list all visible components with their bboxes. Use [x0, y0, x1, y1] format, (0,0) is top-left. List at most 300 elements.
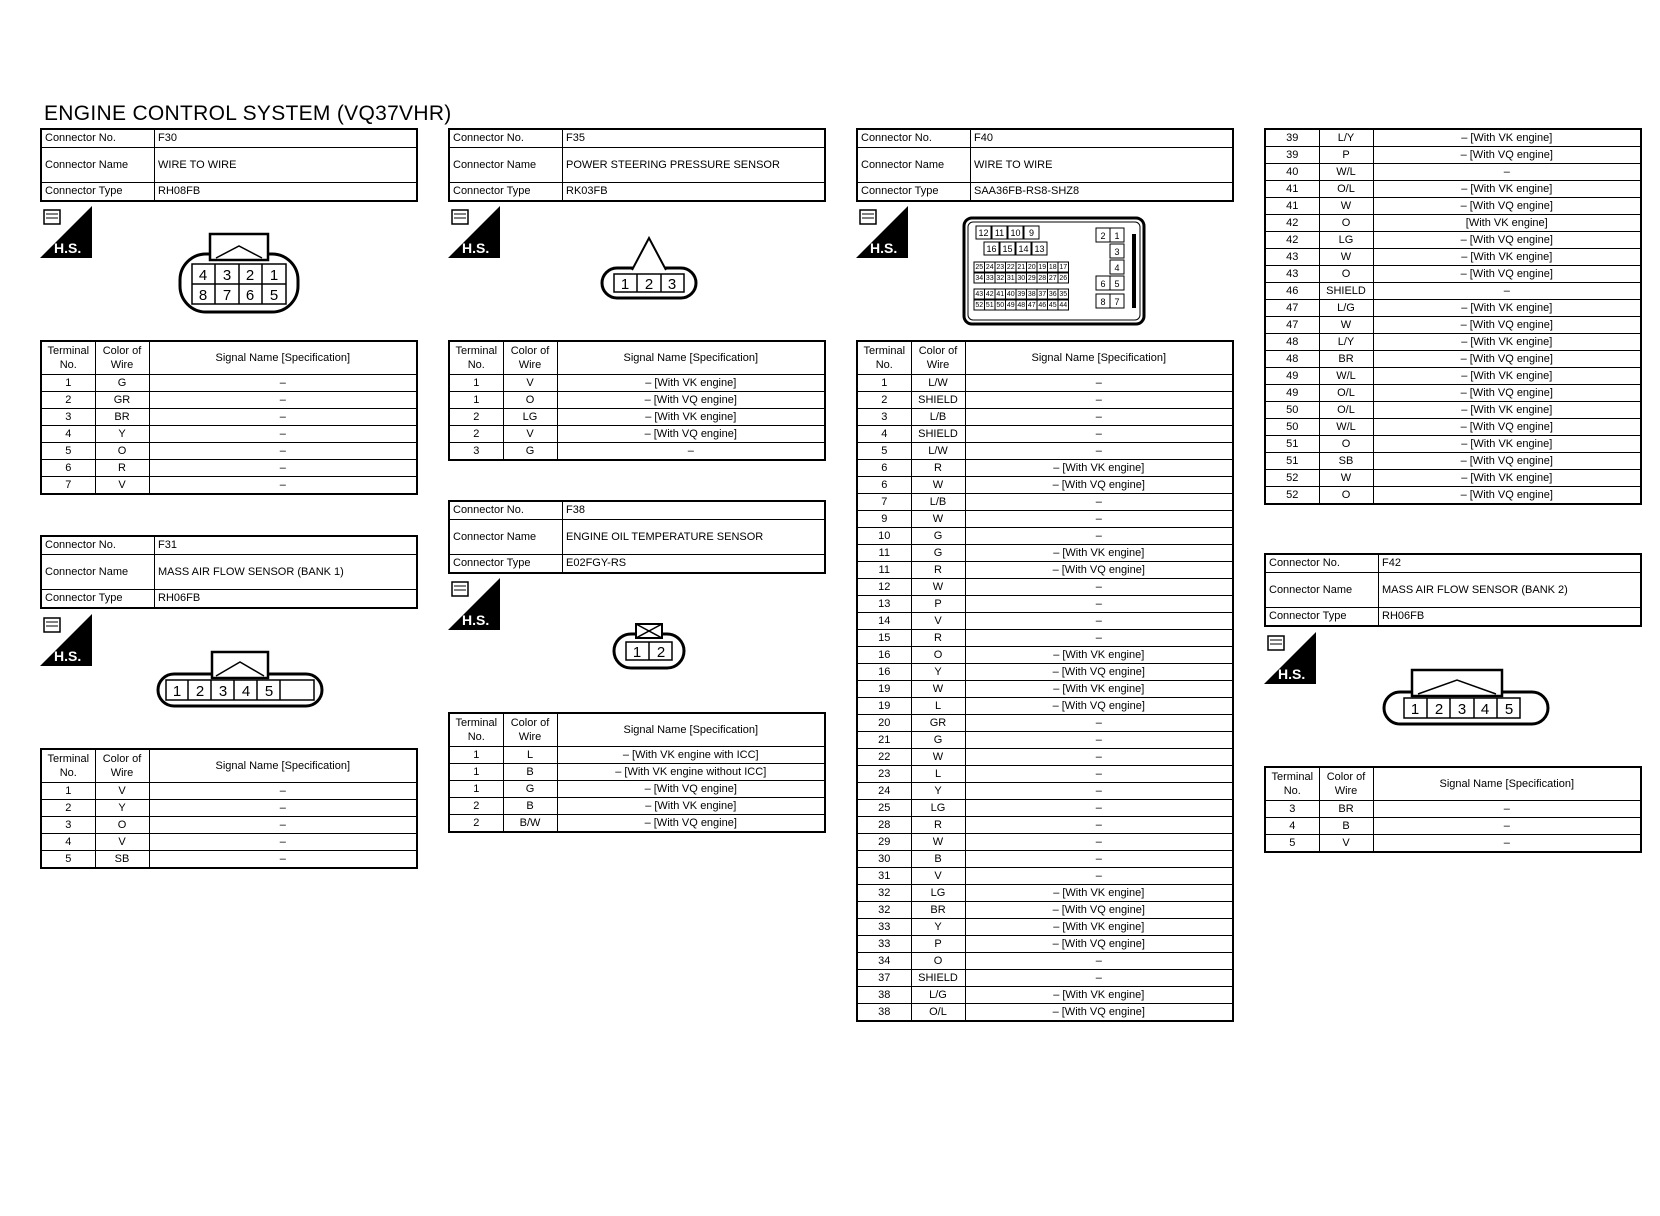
signal-name: – [1373, 801, 1641, 818]
table-row [449, 798, 825, 815]
table-row [1265, 198, 1641, 215]
pin-label: 42 [985, 291, 994, 298]
wire-color: V [503, 375, 557, 392]
connector-type-value: RH06FB [155, 590, 418, 609]
terminal-no: 4 [857, 426, 911, 443]
connector-no-value: F31 [155, 536, 418, 555]
terminal-no: 43 [1265, 266, 1319, 283]
wire-color: W/L [1319, 419, 1373, 436]
terminal-table [448, 712, 826, 833]
signal-name: – [With VQ engine] [557, 426, 825, 443]
signal-name: – [With VK engine] [557, 375, 825, 392]
table-row [41, 834, 417, 851]
wire-color: W/L [1319, 164, 1373, 181]
pin-label: 39 [1017, 291, 1026, 298]
terminal-table-header [41, 341, 417, 375]
terminal-no: 2 [449, 409, 503, 426]
wire-color: O/L [911, 1004, 965, 1022]
terminal-no: 25 [857, 800, 911, 817]
signal-name: – [With VQ engine] [965, 562, 1233, 579]
pin-label: 12 [978, 228, 989, 238]
terminal-no: 19 [857, 698, 911, 715]
wire-color: BR [95, 409, 149, 426]
table-row [857, 715, 1233, 732]
signal-name: – [With VQ engine] [1373, 198, 1641, 215]
connector-info-table [1264, 553, 1642, 627]
terminal-no: 52 [1265, 487, 1319, 505]
terminal-no: 1 [449, 375, 503, 392]
terminal-no: 48 [1265, 334, 1319, 351]
signal-name: – [With VK engine] [557, 798, 825, 815]
pin-label: 4 [1114, 263, 1120, 273]
wire-color: L/Y [1319, 334, 1373, 351]
table-row [857, 579, 1233, 596]
signal-name: – [With VQ engine] [1373, 232, 1641, 249]
wire-color: V [95, 477, 149, 495]
wire-color: O/L [1319, 402, 1373, 419]
signal-name: – [965, 851, 1233, 868]
table-row [857, 885, 1233, 902]
pin-label: 31 [1006, 275, 1015, 282]
terminal-no: 49 [1265, 368, 1319, 385]
table-row [857, 664, 1233, 681]
wire-color: V [503, 426, 557, 443]
hs-label: H.S. [870, 240, 898, 256]
wire-color: O [911, 647, 965, 664]
terminal-no: 6 [41, 460, 95, 477]
terminal-no: 40 [1265, 164, 1319, 181]
connector-f42-pins [1264, 766, 1642, 853]
terminal-no: 31 [857, 868, 911, 885]
table-row [857, 392, 1233, 409]
table-row [1265, 487, 1641, 505]
wire-color: W [911, 834, 965, 851]
table-row [41, 783, 417, 800]
wire-color: LG [911, 885, 965, 902]
hs-harness-side-icon [40, 206, 92, 258]
signal-name: – [With VQ engine] [1373, 419, 1641, 436]
connector-info-table [856, 128, 1234, 202]
connector-type-value: RH06FB [1379, 608, 1642, 627]
terminal-no: 2 [449, 815, 503, 833]
pin-label: 14 [1018, 244, 1029, 254]
connector-no-value: F40 [971, 129, 1234, 148]
table-row [857, 562, 1233, 579]
terminal-no: 5 [857, 443, 911, 460]
terminal-table-header [449, 341, 825, 375]
wire-color: Y [95, 426, 149, 443]
signal-name: – [With VK engine] [965, 919, 1233, 936]
terminal-no: 4 [1265, 818, 1319, 835]
page-title: ENGINE CONTROL SYSTEM (VQ37VHR) [44, 102, 452, 125]
connector-name-value: MASS AIR FLOW SENSOR (BANK 2) [1379, 573, 1642, 608]
wire-color: G [911, 545, 965, 562]
pin-label: 2 [195, 683, 205, 700]
terminal-no: 19 [857, 681, 911, 698]
connector-type-value: RH08FB [155, 183, 418, 202]
wire-color: O [911, 953, 965, 970]
table-row [41, 409, 417, 426]
table-row [449, 409, 825, 426]
wire-color: O [1319, 215, 1373, 232]
label-connector-no: Connector No. [41, 129, 155, 148]
table-row [1265, 385, 1641, 402]
connector-f38-face-diagram [612, 622, 686, 670]
terminal-no: 5 [1265, 835, 1319, 853]
signal-name: – [With VK engine] [965, 460, 1233, 477]
pin-label: 34 [975, 275, 984, 282]
connector-type-value: E02FGY-RS [563, 555, 826, 574]
wire-color: L/W [911, 375, 965, 392]
table-row [857, 494, 1233, 511]
pin-label: 52 [975, 302, 984, 309]
terminal-no: 4 [41, 834, 95, 851]
table-row [857, 477, 1233, 494]
signal-name: – [With VK engine] [965, 647, 1233, 664]
wire-color: LG [1319, 232, 1373, 249]
terminal-no-header: Terminal No. [1265, 767, 1319, 801]
signal-name: – [965, 766, 1233, 783]
wire-color: O [1319, 436, 1373, 453]
label-connector-no: Connector No. [41, 536, 155, 555]
signal-name: – [965, 613, 1233, 630]
wire-color: R [911, 460, 965, 477]
connector-f42-face-diagram [1382, 668, 1550, 728]
pin-label: 17 [1059, 264, 1068, 271]
table-row [41, 375, 417, 392]
terminal-no: 1 [41, 375, 95, 392]
table-row [1265, 164, 1641, 181]
table-row [857, 375, 1233, 392]
signal-name: – [With VQ engine] [1373, 351, 1641, 368]
table-row [1265, 317, 1641, 334]
table-row [857, 1004, 1233, 1022]
pin-label: 1 [620, 276, 630, 293]
terminal-no: 46 [1265, 283, 1319, 300]
signal-name: – [With VQ engine] [1373, 147, 1641, 164]
signal-name: – [With VK engine] [1373, 436, 1641, 453]
connector-info-table [448, 500, 826, 574]
pin-label: 8 [1100, 297, 1106, 307]
signal-name: – [149, 392, 417, 409]
signal-name: – [With VQ engine] [1373, 453, 1641, 470]
table-row [857, 970, 1233, 987]
pin-label: 44 [1059, 302, 1068, 309]
signal-name: – [With VK engine] [1373, 470, 1641, 487]
signal-name: – [965, 596, 1233, 613]
signal-name: – [With VK engine] [1373, 334, 1641, 351]
terminal-no: 11 [857, 562, 911, 579]
pin-label: 2 [656, 644, 666, 661]
signal-name: – [With VK engine] [1373, 402, 1641, 419]
wire-color: V [95, 834, 149, 851]
connector-f38-pins [448, 712, 826, 833]
pin-label: 3 [218, 683, 228, 700]
wire-color-header: Color of Wire [95, 341, 149, 375]
wire-color: BR [1319, 801, 1373, 818]
signal-name: – [With VQ engine] [965, 936, 1233, 953]
connector-no-value: F38 [563, 501, 826, 520]
terminal-no-header: Terminal No. [41, 341, 95, 375]
terminal-table [1264, 128, 1642, 505]
table-row [449, 764, 825, 781]
label-connector-type: Connector Type [449, 183, 563, 202]
wire-color: L/G [1319, 300, 1373, 317]
table-row [449, 747, 825, 764]
signal-name: – [965, 817, 1233, 834]
pin-label: 48 [1017, 302, 1026, 309]
terminal-table [448, 340, 826, 461]
terminal-no: 51 [1265, 436, 1319, 453]
wire-color: R [911, 562, 965, 579]
signal-name: – [With VQ engine] [557, 781, 825, 798]
terminal-no: 48 [1265, 351, 1319, 368]
wire-color: W [1319, 249, 1373, 266]
table-row [41, 460, 417, 477]
signal-name: [With VK engine] [1373, 215, 1641, 232]
terminal-no: 33 [857, 936, 911, 953]
hs-label: H.S. [462, 240, 490, 256]
hs-label: H.S. [462, 612, 490, 628]
wire-color: O [95, 443, 149, 460]
connector-name-value: WIRE TO WIRE [971, 148, 1234, 183]
table-row [1265, 249, 1641, 266]
signal-name: – [149, 817, 417, 834]
pin-label: 6 [1100, 279, 1106, 289]
terminal-no: 2 [41, 392, 95, 409]
pin-label: 5 [264, 683, 274, 700]
pin-label: 5 [1504, 701, 1514, 718]
connector-info-table [448, 128, 826, 202]
signal-name: – [With VK engine] [1373, 300, 1641, 317]
table-row [449, 426, 825, 443]
wire-color: Y [911, 783, 965, 800]
table-row [857, 919, 1233, 936]
wire-color: B [503, 798, 557, 815]
table-row [41, 443, 417, 460]
signal-name: – [With VQ engine] [1373, 385, 1641, 402]
pin-label: 22 [1006, 264, 1015, 271]
pin-label: 18 [1048, 264, 1057, 271]
wire-color: R [911, 630, 965, 647]
terminal-no: 1 [449, 747, 503, 764]
signal-name: – [1373, 164, 1641, 181]
wire-color: L/B [911, 494, 965, 511]
terminal-no: 21 [857, 732, 911, 749]
label-connector-type: Connector Type [857, 183, 971, 202]
table-row [41, 817, 417, 834]
wire-color: B [503, 764, 557, 781]
terminal-no: 3 [449, 443, 503, 461]
pin-label: 7 [222, 287, 232, 304]
terminal-table [856, 340, 1234, 1022]
pin-label: 27 [1048, 275, 1057, 282]
wire-color: V [95, 783, 149, 800]
signal-name: – [1373, 835, 1641, 853]
wire-color: L/Y [1319, 129, 1373, 147]
wire-color: W [911, 477, 965, 494]
wire-color-header: Color of Wire [95, 749, 149, 783]
table-row [857, 800, 1233, 817]
terminal-no: 49 [1265, 385, 1319, 402]
pin-label: 51 [985, 302, 994, 309]
table-row [857, 681, 1233, 698]
terminal-no: 20 [857, 715, 911, 732]
hs-harness-side-icon [448, 578, 500, 630]
table-row [857, 545, 1233, 562]
label-connector-name: Connector Name [857, 148, 971, 183]
wire-color: SHIELD [1319, 283, 1373, 300]
wire-color: L [911, 766, 965, 783]
connector-f38 [448, 500, 826, 574]
pin-label: 43 [975, 291, 984, 298]
pin-label: 1 [172, 683, 182, 700]
signal-name: – [965, 749, 1233, 766]
table-row [857, 596, 1233, 613]
terminal-no-header: Terminal No. [449, 713, 503, 747]
pin-label: 4 [198, 267, 208, 284]
hs-label: H.S. [1278, 666, 1306, 682]
table-row [857, 851, 1233, 868]
terminal-no: 32 [857, 902, 911, 919]
terminal-no: 13 [857, 596, 911, 613]
connector-f30-pins [40, 340, 418, 495]
hs-harness-side-icon [448, 206, 500, 258]
signal-name: – [With VQ engine] [965, 477, 1233, 494]
table-row [1265, 801, 1641, 818]
wire-color: B [911, 851, 965, 868]
pin-label: 15 [1002, 244, 1013, 254]
terminal-no: 42 [1265, 232, 1319, 249]
connector-no-value: F42 [1379, 554, 1642, 573]
pin-label: 37 [1038, 291, 1047, 298]
wire-color: L [911, 698, 965, 715]
signal-name: – [With VK engine] [1373, 181, 1641, 198]
terminal-no: 6 [857, 460, 911, 477]
signal-name: – [965, 715, 1233, 732]
signal-name: – [1373, 283, 1641, 300]
wire-color: L [503, 747, 557, 764]
terminal-table-header [449, 713, 825, 747]
wire-color: L/B [911, 409, 965, 426]
signal-name: – [With VQ engine] [965, 1004, 1233, 1022]
terminal-no: 3 [41, 409, 95, 426]
wire-color: V [1319, 835, 1373, 853]
connector-no-value: F30 [155, 129, 418, 148]
pin-label: 28 [1038, 275, 1047, 282]
terminal-no: 29 [857, 834, 911, 851]
hs-label: H.S. [54, 648, 82, 664]
pin-label: 2 [1100, 231, 1106, 241]
terminal-no: 1 [449, 764, 503, 781]
connector-f35-face-diagram [600, 234, 698, 302]
signal-name: – [149, 834, 417, 851]
terminal-no: 47 [1265, 300, 1319, 317]
pin-label: 29 [1027, 275, 1036, 282]
table-row [857, 766, 1233, 783]
signal-name: – [965, 868, 1233, 885]
pin-label: 1 [1410, 701, 1420, 718]
terminal-no: 39 [1265, 147, 1319, 164]
signal-name: – [965, 630, 1233, 647]
wire-color: SHIELD [911, 970, 965, 987]
signal-name: – [965, 511, 1233, 528]
table-row [1265, 402, 1641, 419]
terminal-no: 7 [857, 494, 911, 511]
signal-name-header: Signal Name [Specification] [149, 341, 417, 375]
connector-f31-pins [40, 748, 418, 869]
terminal-no: 41 [1265, 181, 1319, 198]
terminal-table-header [857, 341, 1233, 375]
wire-color: SHIELD [911, 392, 965, 409]
signal-name: – [With VQ engine] [965, 698, 1233, 715]
terminal-no: 15 [857, 630, 911, 647]
table-row [1265, 351, 1641, 368]
table-row [857, 953, 1233, 970]
terminal-no: 1 [857, 375, 911, 392]
table-row [449, 392, 825, 409]
table-row [41, 477, 417, 495]
pin-label: 30 [1017, 275, 1026, 282]
label-connector-name: Connector Name [1265, 573, 1379, 608]
wire-color: Y [911, 664, 965, 681]
signal-name: – [149, 409, 417, 426]
signal-name: – [149, 443, 417, 460]
terminal-no-header: Terminal No. [449, 341, 503, 375]
terminal-no: 32 [857, 885, 911, 902]
table-row [1265, 129, 1641, 147]
wire-color: G [911, 528, 965, 545]
table-row [857, 987, 1233, 1004]
terminal-no: 2 [857, 392, 911, 409]
wire-color: R [911, 817, 965, 834]
pin-label: 10 [1010, 228, 1021, 238]
pin-label: 23 [996, 264, 1005, 271]
signal-name: – [965, 834, 1233, 851]
table-row [857, 732, 1233, 749]
signal-name: – [With VK engine] [1373, 129, 1641, 147]
signal-name: – [With VQ engine] [1373, 317, 1641, 334]
pin-label: 41 [996, 291, 1005, 298]
connector-f40-continued [1264, 128, 1642, 505]
table-row [857, 698, 1233, 715]
wire-color: O [503, 392, 557, 409]
signal-name: – [1373, 818, 1641, 835]
terminal-no: 50 [1265, 402, 1319, 419]
wire-color: W/L [1319, 368, 1373, 385]
connector-name-value: ENGINE OIL TEMPERATURE SENSOR [563, 520, 826, 555]
pin-label: 3 [1457, 701, 1467, 718]
table-row [1265, 300, 1641, 317]
wire-color: O/L [1319, 385, 1373, 402]
terminal-no: 39 [1265, 129, 1319, 147]
pin-label: 25 [975, 264, 984, 271]
signal-name: – [With VQ engine] [965, 902, 1233, 919]
pin-label: 11 [994, 228, 1005, 238]
table-row [1265, 283, 1641, 300]
signal-name: – [965, 426, 1233, 443]
connector-f35 [448, 128, 826, 202]
connector-name-value: MASS AIR FLOW SENSOR (BANK 1) [155, 555, 418, 590]
label-connector-name: Connector Name [41, 148, 155, 183]
pin-label: 38 [1027, 291, 1036, 298]
wire-color: BR [911, 902, 965, 919]
terminal-no: 34 [857, 953, 911, 970]
table-row [857, 426, 1233, 443]
label-connector-no: Connector No. [449, 501, 563, 520]
terminal-table [40, 748, 418, 869]
terminal-no: 2 [41, 800, 95, 817]
